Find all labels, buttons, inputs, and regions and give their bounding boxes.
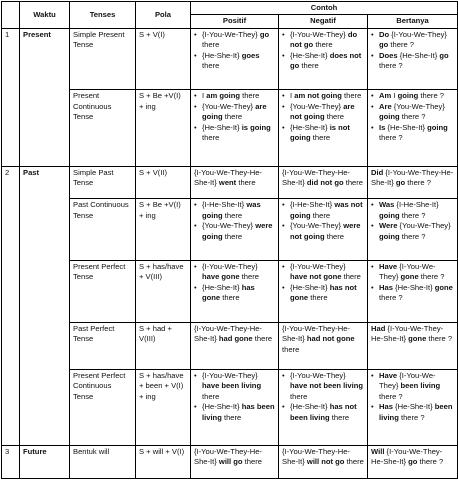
text-segment: {I-You-We-They-He-She-It} <box>282 447 350 467</box>
positif-cell <box>191 322 279 369</box>
example-sentence <box>371 447 454 468</box>
text-segment: there <box>290 391 308 401</box>
example-item <box>194 402 275 423</box>
tense-cell: Simple Present Tense <box>70 28 136 90</box>
bold-phrase: was going <box>202 200 261 220</box>
negatif-cell <box>279 166 368 199</box>
example-list <box>371 200 454 242</box>
example-item <box>194 262 275 283</box>
bold-phrase: been living <box>379 402 453 422</box>
example-item <box>371 123 454 144</box>
bold-phrase: will go <box>218 457 243 467</box>
text-segment: there <box>221 412 242 422</box>
text-segment: {I-You-We-They-He-She-It} <box>194 447 262 467</box>
example-item <box>371 102 454 123</box>
text-segment: {You-We-They} <box>202 101 256 111</box>
text-segment: there <box>324 112 345 122</box>
text-segment: there <box>239 272 259 282</box>
text-segment: {You-We-They} <box>290 101 344 111</box>
bold-phrase: have not gone <box>290 272 342 282</box>
bold-phrase: go <box>379 40 389 50</box>
header-pola: Pola <box>136 2 191 29</box>
example-item <box>194 102 275 123</box>
example-item <box>371 91 454 101</box>
bold-phrase: were not going <box>290 221 361 241</box>
text-segment: {He-She-It} <box>385 122 428 132</box>
example-item <box>371 30 454 51</box>
row-number: 1 <box>2 28 20 166</box>
text-segment: I <box>391 91 398 101</box>
text-segment: there ? <box>417 457 444 467</box>
example-item <box>194 283 275 304</box>
bold-phrase: Have <box>379 262 398 272</box>
text-segment: there <box>324 231 345 241</box>
bold-phrase: did not go <box>306 177 344 187</box>
example-item <box>194 200 275 221</box>
text-segment: there <box>242 457 262 467</box>
text-segment: there ? <box>398 412 425 422</box>
example-item <box>282 221 364 242</box>
text-segment: there <box>299 61 319 71</box>
example-item <box>371 283 454 304</box>
bold-phrase: gone <box>434 282 453 292</box>
text-segment: there ? <box>379 133 403 143</box>
waktu-cell: Future <box>20 446 70 479</box>
example-item <box>194 51 275 72</box>
bold-phrase: going <box>379 112 400 122</box>
bold-phrase: Does <box>379 50 398 60</box>
example-sentence <box>282 168 364 189</box>
header-bertanya: Bertanya <box>368 15 458 28</box>
bold-phrase: is not going <box>290 122 350 143</box>
table-row <box>2 28 458 90</box>
example-item <box>282 402 364 423</box>
pola-cell: S + Be +V(I) + ing <box>136 199 191 261</box>
text-segment: there <box>202 61 220 71</box>
bold-phrase: Had <box>371 323 386 333</box>
text-segment: {I-You-We-They} <box>202 370 258 380</box>
text-segment: I <box>290 91 295 101</box>
text-segment: {I-You-We-They-He-She-It} <box>371 323 444 344</box>
text-segment: there <box>310 210 331 220</box>
example-list <box>371 371 454 423</box>
tense-cell: Bentuk will <box>70 446 136 479</box>
pola-cell: S + had + V(III) <box>136 322 191 369</box>
example-item <box>371 262 454 283</box>
text-segment: there <box>202 40 220 50</box>
bold-phrase: going <box>379 210 400 220</box>
text-segment: {I-You-We-They} <box>202 262 258 272</box>
text-segment: there <box>222 231 243 241</box>
text-segment: there <box>341 91 362 101</box>
text-segment: there ? <box>405 177 431 187</box>
bold-phrase: will not go <box>306 457 345 467</box>
bold-phrase: go <box>395 177 406 187</box>
example-item <box>194 123 275 144</box>
bold-phrase: Has <box>379 282 393 292</box>
example-list <box>282 371 364 423</box>
header-negatif: Negatif <box>279 15 368 28</box>
positif-cell <box>191 90 279 166</box>
bold-phrase: does not go <box>290 50 362 71</box>
bold-phrase: Am <box>379 91 392 101</box>
text-segment: {He-She-It} <box>202 50 242 60</box>
text-segment: there <box>252 334 273 344</box>
table-row <box>2 199 458 261</box>
bertanya-cell <box>368 28 458 90</box>
pola-cell: S + will + V(I) <box>136 446 191 479</box>
example-item <box>194 30 275 51</box>
bold-phrase: am not going <box>294 91 342 101</box>
text-segment: there ? <box>379 391 403 401</box>
example-list <box>282 262 364 304</box>
example-sentence <box>194 168 275 189</box>
bold-phrase: has not been living <box>290 402 357 422</box>
text-segment: there <box>313 40 333 50</box>
example-sentence <box>194 447 275 468</box>
bertanya-cell <box>368 446 458 479</box>
example-list <box>194 91 275 143</box>
text-segment: {I-You-We-They} <box>379 370 436 391</box>
text-segment: there <box>202 133 220 143</box>
pola-cell: S + Be +V(I) + ing <box>136 90 191 166</box>
text-segment: {I-You-We-They-He-She-It} <box>194 167 262 187</box>
example-item <box>194 221 275 242</box>
example-list <box>194 30 275 72</box>
header-positif: Positif <box>191 15 279 28</box>
example-list <box>282 30 364 72</box>
pola-cell: S + V(I) <box>136 28 191 90</box>
bold-phrase: are not going <box>290 101 355 122</box>
example-item <box>371 221 454 242</box>
example-item <box>371 51 454 72</box>
text-segment: there <box>222 112 243 122</box>
table-body <box>2 28 458 478</box>
bold-phrase: Are <box>379 101 392 111</box>
text-segment: {I-He-She-It} <box>290 200 335 210</box>
tense-cell: Present Continuous Tense <box>70 90 136 166</box>
example-item <box>282 123 364 144</box>
table-row <box>2 446 458 479</box>
negatif-cell <box>279 261 368 323</box>
bold-phrase: has not gone <box>290 282 357 303</box>
example-item <box>194 371 275 402</box>
waktu-cell: Past <box>20 166 70 446</box>
example-list <box>371 262 454 304</box>
text-segment: {I-You-We-They} <box>389 29 447 39</box>
example-list <box>194 262 275 304</box>
row-number: 2 <box>2 166 20 446</box>
bold-phrase: do not go <box>290 29 358 50</box>
bold-phrase: had gone <box>218 334 253 344</box>
bold-phrase: Have <box>379 370 398 380</box>
bold-phrase: have not been living <box>290 381 363 391</box>
header-waktu: Waktu <box>20 2 70 29</box>
bertanya-cell <box>368 369 458 445</box>
bold-phrase: has gone <box>202 282 255 303</box>
bold-phrase: am going <box>206 91 240 101</box>
bertanya-cell <box>368 90 458 166</box>
example-item <box>371 200 454 221</box>
tense-cell: Past Perfect Tense <box>70 322 136 369</box>
text-segment: {I-You-We-They-He-She-It} <box>371 167 454 187</box>
text-segment: there <box>308 293 328 303</box>
header-tenses: Tenses <box>70 2 136 29</box>
bertanya-cell <box>368 261 458 323</box>
example-item <box>194 91 275 101</box>
positif-cell <box>191 166 279 199</box>
example-sentence <box>282 447 364 468</box>
text-segment: {You-We-They} <box>202 221 256 231</box>
text-segment: {He-She-It} <box>202 122 242 132</box>
bold-phrase: going <box>379 231 400 241</box>
example-sentence <box>194 324 275 345</box>
positif-cell <box>191 261 279 323</box>
bold-phrase: is going <box>241 122 271 132</box>
text-segment: {He-She-It} <box>392 402 435 412</box>
header-no <box>2 2 20 29</box>
example-item <box>282 102 364 123</box>
text-segment: there <box>310 133 331 143</box>
text-segment: {I-You-We-They-He-She-It} <box>371 447 443 467</box>
bold-phrase: had not gone <box>306 334 355 344</box>
text-segment: {I-You-We-They} <box>290 370 346 380</box>
example-list <box>282 91 364 143</box>
bold-phrase: went <box>218 177 237 187</box>
bold-phrase: Do <box>379 29 390 39</box>
text-segment: {He-She-It} <box>397 50 440 60</box>
bold-phrase: go <box>439 50 449 60</box>
text-segment: {You-We-They} <box>290 221 344 231</box>
text-segment: {He-She-It} <box>202 282 242 292</box>
pola-cell: S + has/have + been + V(I) + ing <box>136 369 191 445</box>
table-row <box>2 90 458 166</box>
table-row <box>2 369 458 445</box>
negatif-cell <box>279 446 368 479</box>
example-list <box>371 30 454 72</box>
bold-phrase: have been living <box>202 381 262 391</box>
example-sentence <box>282 324 364 355</box>
row-number: 3 <box>2 446 20 479</box>
example-sentence <box>371 168 454 189</box>
bold-phrase: Has <box>379 402 393 412</box>
text-segment: {You-We-They} <box>397 221 451 231</box>
text-segment: {I-You-We-They} <box>202 29 260 39</box>
negatif-cell <box>279 90 368 166</box>
table-row <box>2 322 458 369</box>
text-segment: there ? <box>379 61 403 71</box>
tenses-table <box>1 1 458 479</box>
negatif-cell <box>279 369 368 445</box>
bold-phrase: goes <box>241 50 260 60</box>
bold-phrase: was not going <box>290 200 363 220</box>
pola-cell: S + has/have + V(III) <box>136 261 191 323</box>
text-segment: there ? <box>399 231 426 241</box>
text-segment: {He-She-It} <box>290 282 330 292</box>
text-segment: {He-She-It} <box>290 402 330 412</box>
header-contoh: Contoh <box>191 2 458 15</box>
example-item <box>282 200 364 221</box>
example-item <box>282 262 364 283</box>
text-segment: there <box>329 412 350 422</box>
example-item <box>371 402 454 423</box>
bold-phrase: are going <box>202 101 267 122</box>
text-segment: there <box>222 210 243 220</box>
negatif-cell <box>279 322 368 369</box>
text-segment: {I-You-We-They} <box>379 262 436 282</box>
bold-phrase: go <box>259 29 270 39</box>
tenses-document <box>1 1 457 479</box>
negatif-cell <box>279 28 368 90</box>
bold-phrase: has been living <box>202 402 275 422</box>
text-segment: there ? <box>388 40 415 50</box>
text-segment: there ? <box>399 210 426 220</box>
tense-cell: Past Continuous Tense <box>70 199 136 261</box>
bold-phrase: Is <box>379 122 386 132</box>
bold-phrase: were going <box>202 221 273 241</box>
text-segment: there ? <box>379 293 403 303</box>
bold-phrase: Was <box>379 200 395 210</box>
table-row <box>2 261 458 323</box>
text-segment: {I-He-She-It} <box>394 200 439 210</box>
example-item <box>282 91 364 101</box>
example-item <box>282 371 364 402</box>
tense-cell: Simple Past Tense <box>70 166 136 199</box>
bold-phrase: been living <box>400 381 441 391</box>
text-segment: {I-You-We-They-He-She-It} <box>282 167 350 187</box>
text-segment: there ? <box>426 334 453 344</box>
text-segment: I <box>202 91 207 101</box>
text-segment: there <box>239 91 260 101</box>
example-item <box>282 30 364 51</box>
text-segment: there <box>236 177 256 187</box>
text-segment: there ? <box>418 91 445 101</box>
text-segment: {I-You-We-They} <box>290 262 346 272</box>
text-segment: there <box>341 272 361 282</box>
positif-cell <box>191 28 279 90</box>
text-segment: {I-You-We-They} <box>290 29 348 39</box>
example-list <box>371 91 454 143</box>
bold-phrase: going <box>427 122 448 132</box>
text-segment: there <box>202 391 220 401</box>
bold-phrase: go <box>408 457 418 467</box>
table-row <box>2 166 458 199</box>
example-list <box>194 200 275 242</box>
bertanya-cell <box>368 166 458 199</box>
waktu-cell: Present <box>20 28 70 166</box>
example-sentence <box>371 324 454 345</box>
tense-cell: Present Perfect Tense <box>70 261 136 323</box>
tense-cell: Present Perfect Continuous Tense <box>70 369 136 445</box>
text-segment: there <box>343 177 364 187</box>
bold-phrase: Were <box>379 221 398 231</box>
pola-cell: S + V(II) <box>136 166 191 199</box>
example-item <box>371 371 454 402</box>
bold-phrase: Did <box>371 167 384 177</box>
bertanya-cell <box>368 322 458 369</box>
text-segment: {He-She-It} <box>290 122 330 132</box>
positif-cell <box>191 369 279 445</box>
negatif-cell <box>279 199 368 261</box>
bertanya-cell <box>368 199 458 261</box>
text-segment: there ? <box>418 272 445 282</box>
bold-phrase: have gone <box>202 272 240 282</box>
text-segment: {He-She-It} <box>392 282 435 292</box>
text-segment: {He-She-It} <box>290 50 330 60</box>
bold-phrase: going <box>397 91 419 101</box>
bold-phrase: Will <box>371 447 385 457</box>
text-segment: {You-We-They} <box>391 101 445 111</box>
text-segment: there ? <box>399 112 426 122</box>
example-item <box>282 51 364 72</box>
text-segment: {I-You-We-They-He-She-It} <box>194 323 262 344</box>
example-item <box>282 283 364 304</box>
text-segment: {I-You-We-They-He-She-It} <box>282 323 350 344</box>
header-row-1 <box>2 2 458 15</box>
example-list <box>282 200 364 242</box>
text-segment: there <box>220 293 240 303</box>
positif-cell <box>191 446 279 479</box>
text-segment: there <box>282 344 300 354</box>
text-segment: {He-She-It} <box>202 402 242 412</box>
text-segment: {I-He-She-It} <box>202 200 247 210</box>
positif-cell <box>191 199 279 261</box>
text-segment: there <box>344 457 364 467</box>
example-list <box>194 371 275 423</box>
bold-phrase: gone <box>400 272 419 282</box>
bold-phrase: gone <box>408 334 427 344</box>
